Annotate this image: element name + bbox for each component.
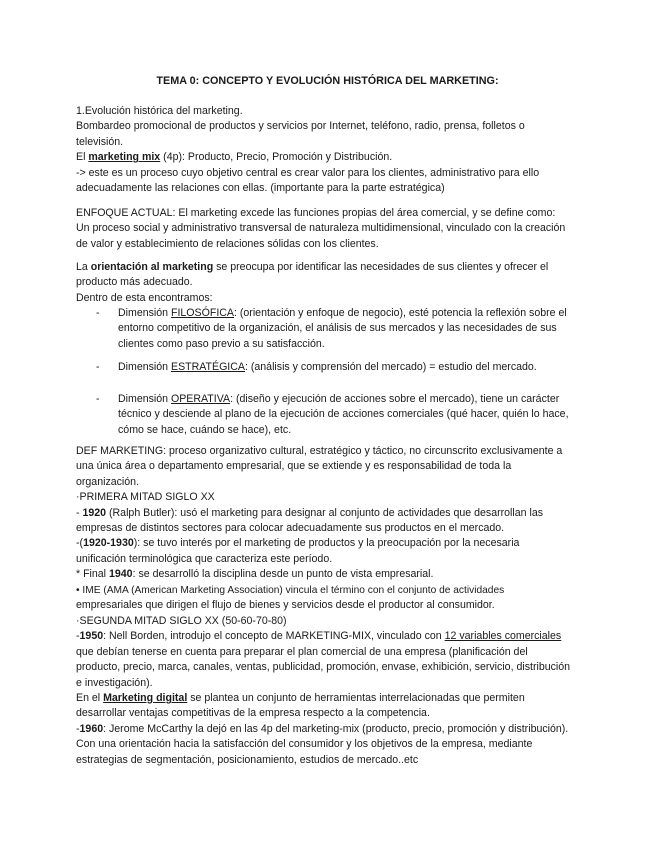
text-line: adecuadamente las relaciones con ellas. (importante para la parte estratégica)	[76, 182, 445, 195]
text-line	[76, 260, 586, 275]
text-line	[76, 629, 586, 644]
term-filosofica: FILOSÓFICA	[171, 307, 234, 319]
text-line	[118, 360, 588, 375]
text-line: cómo se hace, cuándo se hace), etc.	[118, 423, 292, 436]
text-line: clientes como paso previo a su satisfacción.	[118, 337, 325, 350]
text-run: ): se tuvo interés por el marketing de productos y la preocupación por la necesaria	[133, 537, 520, 550]
text-line: televisión.	[76, 135, 124, 148]
text-run: -	[76, 630, 80, 643]
text-line: Con una orientación hacia la satisfacción del consumidor y los objetivos de la empresa, mediante	[76, 738, 533, 751]
text-line: empresas de distintos sectores para colocar adecuadamente sus productos en el mercado.	[76, 522, 505, 535]
year-1920: 1920	[82, 506, 107, 519]
text-line: e investigación).	[76, 676, 153, 689]
text-line	[76, 506, 586, 521]
text-run: se preocupa por identificar las necesidades de sus clientes y ofrecer el	[213, 261, 549, 273]
text-run: -	[76, 506, 83, 519]
text-line: organización.	[76, 475, 140, 488]
section-enfoque-actual	[76, 206, 586, 252]
text-line: -> este es un proceso cuyo objetivo central es crear valor para los clientes, administrativo para ello	[76, 166, 540, 179]
text-line	[76, 722, 586, 737]
text-line	[76, 536, 586, 551]
text-line: DEF MARKETING: proceso organizativo cultural, estratégico y táctico, no circunscrito exclusivamente a	[76, 445, 563, 457]
text-run: : Jerome McCarthy la dejó en las 4p del marketing-mix (producto, precio, promoción y distribución).	[103, 722, 569, 735]
term-marketing-mix: marketing mix	[88, 151, 161, 164]
list-dash: -	[96, 307, 100, 319]
text-line: producto más adecuado.	[76, 276, 193, 289]
text-run: El	[76, 151, 89, 164]
section-segunda-mitad	[76, 614, 586, 768]
list-item-estrategica	[118, 360, 588, 375]
text-line	[118, 392, 588, 407]
list-item-filosofica	[118, 306, 588, 352]
section-evolucion	[76, 104, 586, 196]
year-1950: 1950	[79, 630, 104, 643]
text-line: Dentro de esta encontramos:	[76, 291, 213, 304]
year-1960: 1960	[79, 722, 104, 735]
text-run: -	[76, 722, 80, 735]
text-line: empresariales que dirigen el flujo de bienes y servicios desde el productor al consumidor.	[76, 599, 495, 612]
text-line: técnico y desciende al plano de la ejecución de acciones comerciales (qué hacer, quién lo hace,	[118, 408, 569, 421]
term-estrategica: ESTRATÉGICA	[171, 361, 245, 373]
term-operativa: OPERATIVA	[171, 393, 231, 405]
year-1920-1930: 1920-1930	[83, 537, 134, 550]
list-dash: -	[96, 361, 100, 373]
text-run: se plantea un conjunto de herramientas interrelacionadas que permiten	[187, 692, 525, 705]
text-line: ·SEGUNDA MITAD SIGLO XX (50-60-70-80)	[76, 615, 287, 627]
text-line: desarrollar ventajas competitivas de la empresa respecto a la competencia.	[76, 707, 430, 720]
document-title: TEMA 0: CONCEPTO Y EVOLUCIÓN HISTÓRICA DEL MARKETING:	[156, 75, 499, 87]
text-line: Un proceso social y administrativo transversal de naturaleza multidimensional, vinculado con la creación	[76, 222, 566, 235]
text-line: una única área o departamento empresarial, que se extiende y es responsabilidad de toda la	[76, 460, 512, 473]
text-run: : (orientación y enfoque de negocio), esté potencia la reflexión sobre el	[233, 307, 567, 319]
text-run: : (análisis y comprensión del mercado) = estudio del mercado.	[244, 361, 537, 373]
text-line: entorno competitivo de la organización, el análisis de sus mercados y las necesidades de sus	[118, 322, 557, 335]
term-marketing-digital: Marketing digital	[103, 692, 188, 705]
text-line	[76, 567, 586, 582]
text-line: unificación terminológica que caracteriza este período.	[76, 552, 333, 565]
text-line: ENFOQUE ACTUAL: El marketing excede las funciones propias del área comercial, y se define como:	[76, 207, 556, 219]
text-run: (Ralph Butler): usó el marketing para designar al conjunto de actividades que desarrollan las	[106, 506, 544, 519]
text-run: Dimensión	[118, 307, 171, 319]
text-run: (4p): Producto, Precio, Promoción y Distribución.	[160, 151, 393, 164]
section-def-marketing	[76, 444, 586, 613]
section-orientacion	[76, 260, 586, 306]
text-line: de valor y establecimiento de relaciones sólidas con los clientes.	[76, 237, 379, 250]
text-line: 1.Evolución histórica del marketing.	[76, 105, 243, 117]
text-run: * Final	[76, 568, 109, 581]
text-line	[118, 306, 588, 321]
text-line: que debían tenerse en cuenta para preparar el plan comercial de una empresa (planificación del	[76, 645, 528, 658]
text-line: ·PRIMERA MITAD SIGLO XX	[76, 491, 215, 504]
text-line	[76, 150, 586, 165]
text-run: Dimensión	[118, 393, 171, 405]
text-line: estrategias de segmentación, posicionamiento, estudios de mercado..etc	[76, 753, 419, 766]
text-line: Bombardeo promocional de productos y servicios por Internet, teléfono, radio, prensa, folletos o	[76, 120, 525, 133]
text-run: : se desarrolló la disciplina desde un punto de vista empresarial.	[132, 568, 434, 581]
list-item-operativa	[118, 392, 588, 438]
text-run: La	[76, 261, 91, 273]
term-orientacion-marketing: orientación al marketing	[90, 261, 214, 273]
text-run: : Nell Borden, introdujo el concepto de MARKETING-MIX, vinculado con	[103, 630, 445, 643]
list-dash: -	[96, 393, 100, 405]
term-12-variables: 12 variables comerciales	[444, 630, 562, 643]
text-run: Dimensión	[118, 361, 171, 373]
text-run: : (diseño y ejecución de acciones sobre el mercado), tiene un carácter	[230, 393, 560, 405]
text-line: • IME (AMA (American Marketing Association) vincula el término con el conjunto de actividades	[76, 584, 505, 596]
text-run: En el	[76, 692, 104, 705]
text-run: -(	[76, 537, 84, 550]
text-line	[76, 691, 586, 706]
year-1940: 1940	[108, 568, 133, 581]
text-line: producto, precio, marca, canales, ventas, publicidad, promoción, envase, exhibición, servicio, distribución	[76, 661, 571, 674]
